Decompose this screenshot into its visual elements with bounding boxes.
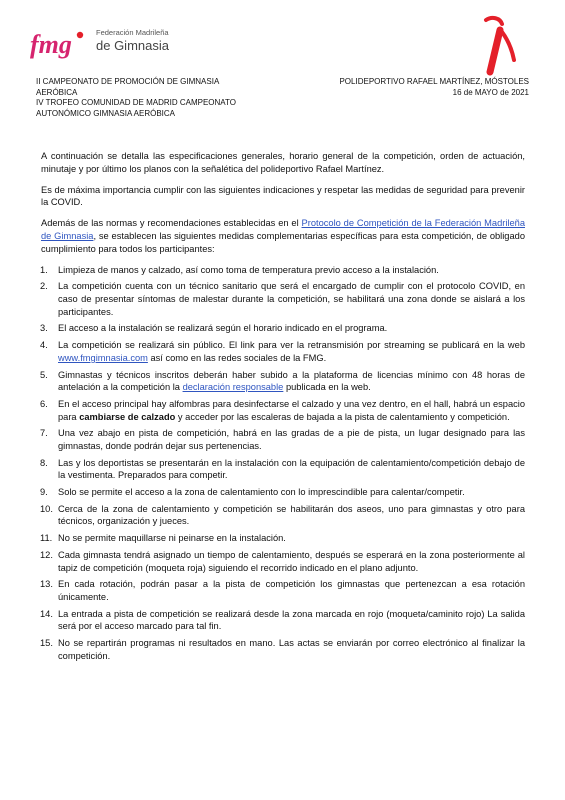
- venue: POLIDEPORTIVO RAFAEL MARTÍNEZ, MÓSTOLES: [339, 77, 529, 86]
- rules-list: [41, 264, 525, 663]
- list-item: 6. En el acceso principal hay alfombras para desinfectarse el calzado y una vez dentro, en el hall, habrá un espacio para cambiarse de calzado y acceder por las escaleras de bajada a la pista de calentamiento y competición.: [40, 398, 525, 422]
- list-item: 5. Gimnastas y técnicos inscritos deberán haber subido a la plataforma de licencias mínimo con 48 horas de antelación a la competición la declaración responsable publicada en la web.: [40, 369, 525, 393]
- event-title-line: AUTONÓMICO GIMNASIA AERÓBICA: [36, 108, 175, 118]
- event-title-block: [36, 77, 296, 119]
- list-item: 14. La entrada a pista de competición se realizará desde la zona marcada en rojo (moqueta/caminito rojo) La salida será por el acceso marcado para tal fin.: [40, 608, 525, 632]
- bold-emphasis: cambiarse de calzado: [79, 411, 176, 422]
- list-item: 8. Las y los deportistas se presentarán en la instalación con la equipación de calentamiento/competición debajo de la vestimenta. Preparados para competir.: [40, 457, 525, 481]
- list-item: 11. No se permite maquillarse ni peinarse en la instalación.: [40, 533, 286, 544]
- list-item: 4. La competición se realizará sin público. El link para ver la retransmisión por streaming se publicará en la web www.fmgimnasia.com así como en las redes sociales de la FMG.: [40, 340, 525, 363]
- list-item: 2. La competición cuenta con un técnico sanitario que será el encargado de cumplir con el protocolo COVID, en caso de presentar síntomas de malestar durante la competición, se habilitará una zona donde se aislará a los participantes.: [40, 281, 525, 317]
- document-body: [41, 150, 525, 667]
- fmg-logo-mark: [28, 26, 88, 60]
- list-item: 15. No se repartirán programas ni resultados en mano. Las actas se enviarán por correo electrónico al finalizar la competición.: [40, 638, 525, 661]
- logo-federation-line: Federación Madrileña: [96, 28, 169, 37]
- declaration-link[interactable]: declaración responsable: [182, 382, 284, 393]
- fmg-logo: [28, 22, 178, 66]
- covid-paragraph: Es de máxima importancia cumplir con las siguientes indicaciones y respetar las medidas de seguridad para prevenir la COVID.: [41, 184, 525, 208]
- list-item: 9. Solo se permite el acceso a la zona de calentamiento con lo imprescindible para calentar/competir.: [40, 487, 465, 498]
- event-title-line: II CAMPEONATO DE PROMOCIÓN DE GIMNASIA: [36, 77, 220, 86]
- intro-paragraph: A continuación se detalla las especificaciones generales, horario general de la competición, orden de actuación, minutaje y por último los planos con la señalética del polideportivo Rafael Martínez.: [41, 151, 525, 174]
- event-logo-icon: [478, 14, 520, 76]
- protocol-link[interactable]: Protocolo de Competición de la Federación Madrileña de Gimnasia: [41, 218, 525, 241]
- event-title-line: IV TROFEO COMUNIDAD DE MADRID CAMPEONATO: [36, 98, 237, 108]
- list-item: 13. En cada rotación, podrán pasar a la pista de competición los gimnastas que pertenezcan a esa rotación únicamente.: [40, 579, 525, 602]
- list-item: 12. Cada gimnasta tendrá asignado un tiempo de calentamiento, después se esperará en la zona posteriormente al tapiz de competición (moqueta roja) siguiendo el recorrido indicado en el plano adjunto.: [40, 550, 525, 573]
- fmg-website-link[interactable]: www.fmgimnasia.com: [58, 352, 148, 363]
- logo-gimnasia-line: de Gimnasia: [96, 38, 169, 53]
- venue-date-block: [289, 77, 529, 98]
- event-date: 16 de MAYO de 2021: [452, 87, 529, 97]
- list-item: 10. Cerca de la zona de calentamiento y competición se habilitarán dos aseos, uno para gimnastas y otro para técnicos, organización y jueces.: [40, 503, 525, 527]
- protocol-paragraph: Además de las normas y recomendaciones establecidas en el Protocolo de Competición de la Federación Madrileña de Gimnasia, se establecen las siguientes medidas complementarias específicas para esta competición, de obligado cumplimiento para todos los participantes:: [41, 218, 525, 254]
- list-item: 1. Limpieza de manos y calzado, así como toma de temperatura previo acceso a la instalación.: [40, 264, 439, 275]
- event-title-line: AERÓBICA: [36, 87, 78, 97]
- list-item: 7. Una vez abajo en pista de competición, habrá en las gradas de a pie de pista, un lugar designado para las gimnastas, donde podrán dejar sus pertenencias.: [40, 428, 525, 451]
- fmg-logo-mark-text: fmg: [30, 30, 72, 59]
- list-item: 3. El acceso a la instalación se realizará según el horario indicado en el programa.: [40, 323, 388, 334]
